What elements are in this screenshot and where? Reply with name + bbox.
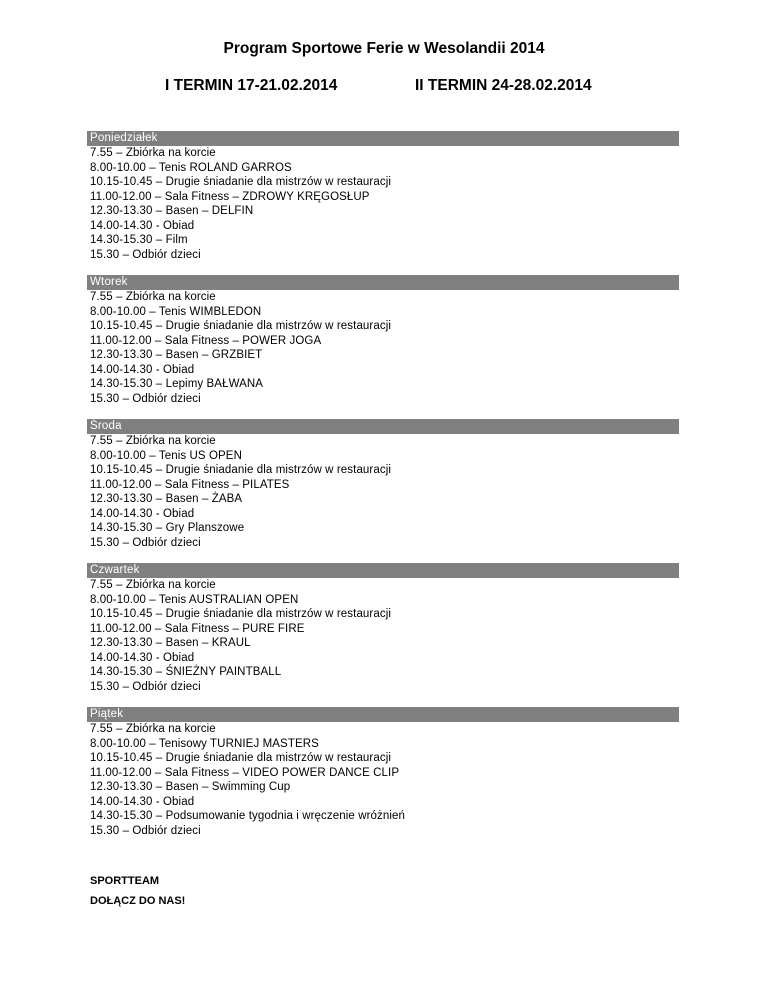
schedule-entry: 12.30-13.30 – Basen – KRAUL (90, 637, 251, 649)
document-title: Program Sportowe Ferie w Wesolandii 2014 (223, 40, 545, 57)
schedule-entry: 15.30 – Odbiór dzieci (90, 248, 201, 261)
schedule-entry: 12.30-13.30 – Basen – DELFIN (90, 205, 254, 217)
schedule-entry: 14.00-14.30 - Obiad (90, 507, 195, 520)
schedule-entry: 12.30-13.30 – Basen – GRZBIET (90, 349, 263, 361)
day-wednesday (87, 419, 679, 550)
schedule-entry: 14.30-15.30 – Lepimy BAŁWANA (90, 378, 264, 390)
schedule-list (87, 722, 679, 838)
schedule-entry: 8.00-10.00 – Tenis WIMBLEDON (90, 305, 262, 318)
schedule-entry: 11.00-12.00 – Sala Fitness – ZDROWY KRĘGOSŁUP (90, 190, 370, 203)
schedule-list (87, 146, 679, 262)
schedule-entry: 8.00-10.00 – Tenis AUSTRALIAN OPEN (90, 593, 299, 606)
term-1-heading: I TERMIN 17-21.02.2014 (165, 77, 338, 94)
day-thursday (87, 563, 679, 694)
schedule-entry: 11.00-12.00 – Sala Fitness – VIDEO POWER DANCE CLIP (90, 766, 400, 779)
schedule-entry: 14.30-15.30 – Film (90, 234, 188, 246)
schedule-entry: 15.30 – Odbiór dzieci (90, 392, 201, 405)
schedule-entry: 7.55 – Zbiórka na korcie (90, 579, 216, 591)
schedule-entry: 10.15-10.45 – Drugie śniadanie dla mistrzów w restauracji (90, 608, 392, 620)
schedule-entry: 12.30-13.30 – Basen – ŻABA (90, 493, 243, 505)
schedule-entry: 15.30 – Odbiór dzieci (90, 536, 201, 549)
schedule-entry: 14.00-14.30 - Obiad (90, 795, 195, 808)
schedule-entry: 7.55 – Zbiórka na korcie (90, 291, 216, 303)
term-2-heading: II TERMIN 24-28.02.2014 (415, 77, 592, 94)
schedule-entry: 8.00-10.00 – Tenis US OPEN (90, 449, 242, 462)
day-monday (87, 131, 679, 262)
schedule-entry: 8.00-10.00 – Tenis ROLAND GARROS (90, 161, 292, 174)
schedule-entry: 10.15-10.45 – Drugie śniadanie dla mistrzów w restauracji (90, 752, 392, 764)
schedule-entry: 14.30-15.30 – Podsumowanie tygodnia i wręczenie wróżnień (90, 810, 406, 822)
schedule-entry: 11.00-12.00 – Sala Fitness – PILATES (90, 478, 290, 491)
day-friday (87, 707, 679, 838)
schedule-entry: 10.15-10.45 – Drugie śniadanie dla mistrzów w restauracji (90, 320, 392, 332)
day-heading: Wtorek (87, 275, 679, 290)
schedule-entry: 7.55 – Zbiórka na korcie (90, 147, 216, 159)
day-heading: Piątek (87, 707, 679, 722)
schedule-entry: 8.00-10.00 – Tenisowy TURNIEJ MASTERS (90, 737, 319, 750)
footer (90, 871, 185, 911)
schedule-entry: 14.00-14.30 - Obiad (90, 651, 195, 664)
footer-slogan: DOŁĄCZ DO NAS! (90, 895, 186, 907)
day-heading: Środa (87, 419, 679, 434)
schedule-entry: 11.00-12.00 – Sala Fitness – PURE FIRE (90, 622, 305, 635)
schedule-entry: 14.30-15.30 – ŚNIEŻNY PAINTBALL (90, 666, 282, 678)
schedule-entry: 15.30 – Odbiór dzieci (90, 680, 201, 693)
schedule-entry: 14.00-14.30 - Obiad (90, 363, 195, 376)
schedule-entry: 7.55 – Zbiórka na korcie (90, 435, 216, 447)
schedule-entry: 7.55 – Zbiórka na korcie (90, 723, 216, 735)
schedule-entry: 14.00-14.30 - Obiad (90, 219, 195, 232)
footer-brand: SPORTTEAM (90, 875, 160, 887)
schedule-list (87, 578, 679, 694)
schedule-entry: 15.30 – Odbiór dzieci (90, 824, 201, 837)
schedule-entry: 11.00-12.00 – Sala Fitness – POWER JOGA (90, 334, 322, 347)
schedule-entry: 14.30-15.30 – Gry Planszowe (90, 522, 245, 534)
schedule-entry: 10.15-10.45 – Drugie śniadanie dla mistrzów w restauracji (90, 464, 392, 476)
schedule-entry: 12.30-13.30 – Basen – Swimming Cup (90, 781, 291, 793)
day-heading: Czwartek (87, 563, 679, 578)
schedule-list (87, 290, 679, 406)
schedule-entry: 10.15-10.45 – Drugie śniadanie dla mistrzów w restauracji (90, 176, 392, 188)
day-heading: Poniedziałek (87, 131, 679, 146)
schedule-list (87, 434, 679, 550)
day-tuesday (87, 275, 679, 406)
